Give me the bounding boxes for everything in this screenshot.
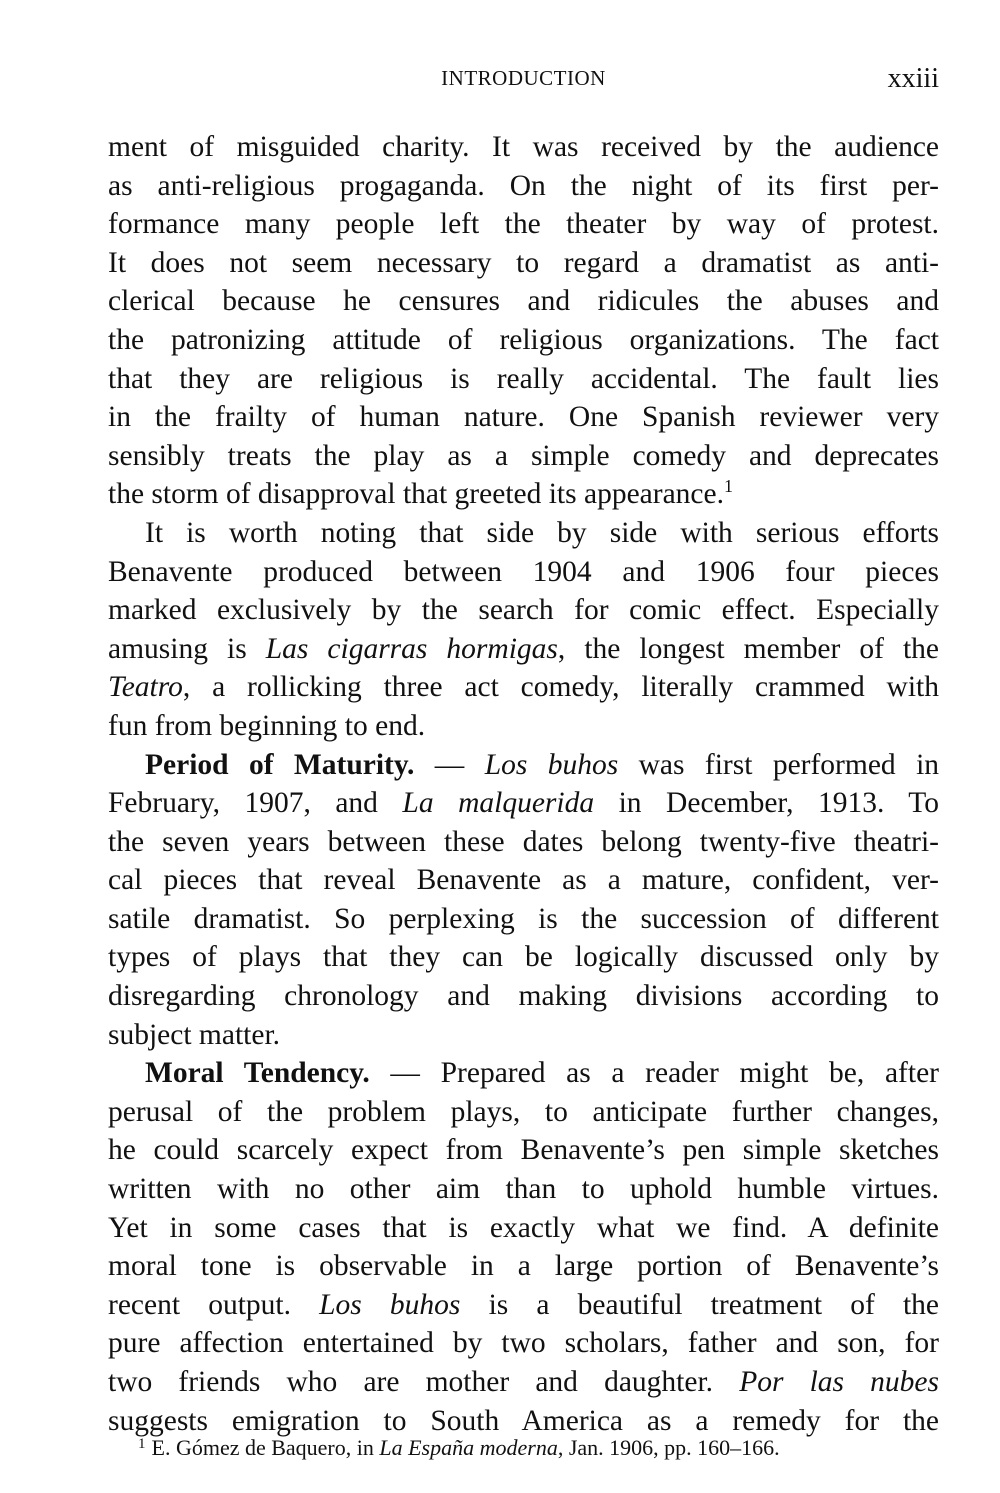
footnote-reference: 1 (724, 476, 733, 497)
footnote (108, 1430, 939, 1462)
page-number: xxiii (887, 63, 939, 94)
text-line: satile dramatist. So perplexing is the succession of different (108, 902, 939, 935)
text-line: sensibly treats the play as a simple comedy and deprecates (108, 439, 939, 472)
text-line: that they are religious is really accidental. The fault lies (108, 362, 939, 395)
text-line: written with no other aim than to uphold humble virtues. (108, 1173, 939, 1206)
italic-title: Por las nubes (739, 1366, 939, 1398)
text-line: marked exclusively by the search for comic effect. Especially (108, 594, 939, 627)
text-line (108, 1363, 939, 1402)
text-run: , Jan. 1906, pp. 160–166. (557, 1435, 780, 1460)
running-head (108, 63, 939, 98)
italic-title: Las cigarras hormigas (265, 632, 558, 665)
text-line: ment of misguided charity. It was received by the audience (108, 131, 939, 163)
text-run: E. Gómez de Baquero, in (151, 1435, 380, 1460)
text-line: the seven years between these dates belong twenty-five theatri- (108, 825, 939, 858)
text-line: It does not seem necessary to regard a dramatist as anti- (108, 246, 939, 279)
text-line (108, 475, 939, 514)
text-line (108, 1054, 939, 1093)
em-dash: — (414, 748, 485, 781)
text-run: February, 1907, and (108, 787, 403, 820)
text-run: in December, 1913. To (594, 787, 939, 820)
text-line: as anti-religious progaganda. On the night of its first per- (108, 169, 939, 202)
text-line: moral tone is observable in a large portion of Benavente’s (108, 1250, 939, 1283)
text-line (108, 746, 939, 785)
text-run: was first performed in (618, 748, 939, 781)
text-run: , a rollicking three act comedy, literally crammed with (182, 671, 939, 704)
text-line: cal pieces that reveal Benavente as a mature, confident, ver- (108, 864, 939, 897)
section-heading: Moral Tendency. (145, 1057, 370, 1090)
text-line: fun from beginning to end. (108, 709, 426, 742)
em-dash: — (369, 1057, 441, 1090)
text-line: the patronizing attitude of religious organizations. The fact (108, 323, 939, 356)
italic-title: Teatro (108, 671, 183, 704)
text-run: Prepared as a reader might be, after (440, 1057, 939, 1090)
text-run: amusing is (108, 632, 266, 665)
text-line: subject matter. (108, 1018, 281, 1051)
text-line (108, 630, 939, 669)
italic-title: Los buhos (484, 748, 619, 781)
italic-title: La España moderna (379, 1435, 558, 1460)
text-run: recent output. (108, 1288, 320, 1321)
text-run: the storm of disapproval that greeted its appearance. (108, 478, 724, 511)
text-run: two friends who are mother and daughter. (108, 1366, 740, 1398)
text-line: It is worth noting that side by side with serious efforts (145, 516, 939, 549)
text-line: in the frailty of human nature. One Spanish reviewer very (108, 401, 939, 434)
text-run: , the longest member of the (557, 632, 939, 665)
text-line: he could scarcely expect from Benavente’s pen simple sketches (108, 1134, 939, 1167)
text-line (108, 784, 939, 823)
text-line (108, 668, 939, 707)
italic-title: Los buhos (319, 1288, 461, 1321)
text-line: perusal of the problem plays, to anticipate further changes, (108, 1095, 939, 1128)
text-line: Yet in some cases that is exactly what we find. A definite (108, 1211, 939, 1244)
text-line: suggests emigration to South America as a remedy for the (108, 1404, 939, 1437)
text-line: types of plays that they can be logically discussed only by (108, 941, 939, 974)
text-run: is a beautiful treatment of the (460, 1288, 939, 1321)
running-head-title: INTRODUCTION (441, 66, 606, 90)
text-line: formance many people left the theater by way of protest. (108, 208, 939, 241)
section-heading: Period of Maturity. (145, 748, 415, 781)
body-text (108, 128, 939, 1440)
italic-title: La malquerida (402, 787, 595, 820)
text-line: disregarding chronology and making divisions according to (108, 980, 939, 1013)
text-line (108, 1286, 939, 1325)
text-line: Benavente produced between 1904 and 1906 four pieces (108, 555, 939, 588)
footnote-marker: 1 (138, 1436, 146, 1452)
text-line: clerical because he censures and ridicules the abuses and (108, 285, 939, 318)
text-line: pure affection entertained by two scholars, father and son, for (108, 1327, 939, 1360)
